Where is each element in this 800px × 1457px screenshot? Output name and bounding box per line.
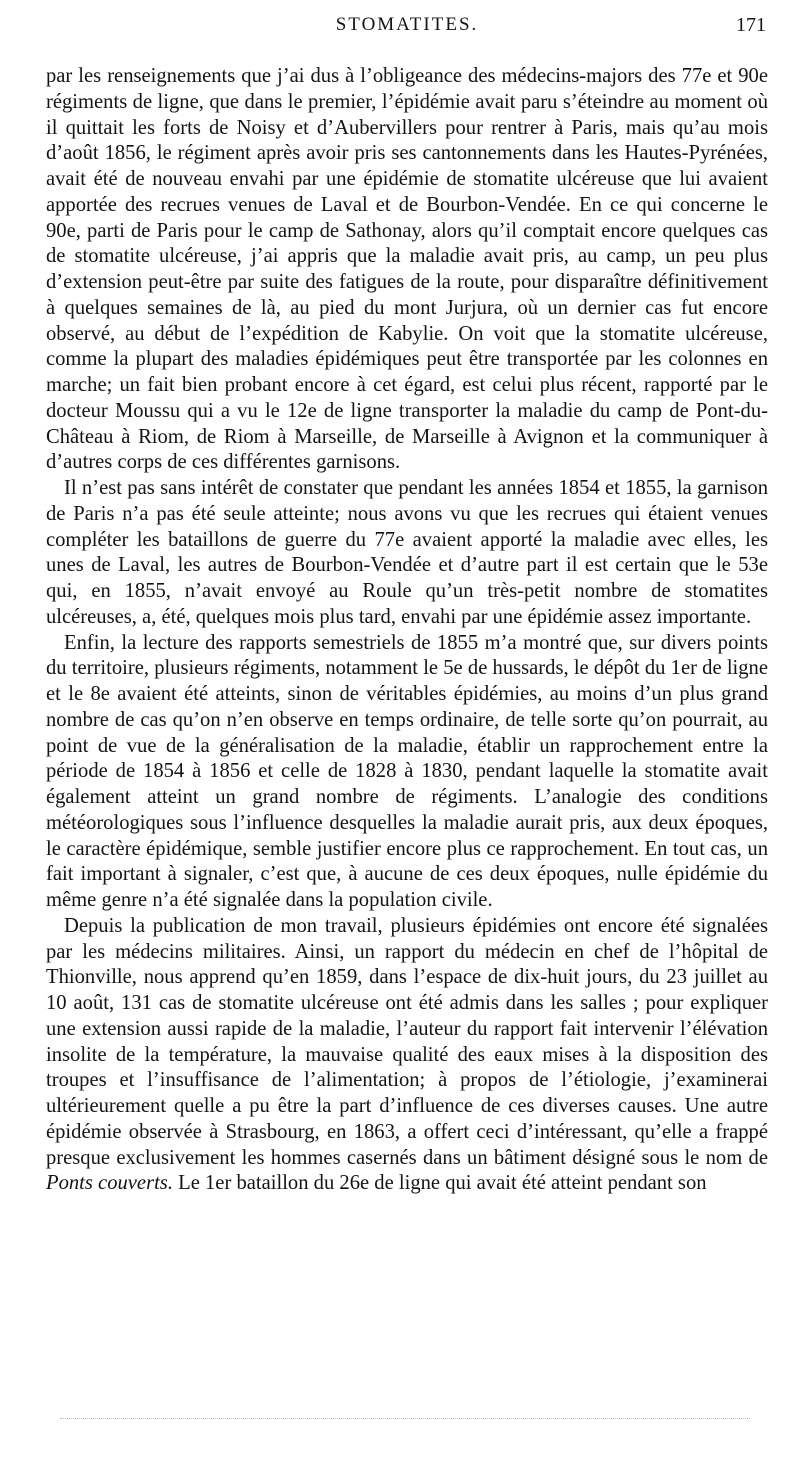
footer-rule: [60, 1418, 750, 1419]
paragraph-4-tail: Le 1er bataillon du 26e de ligne qui avait été atteint pendant son: [178, 1172, 707, 1195]
paragraph-4: [46, 914, 768, 1197]
paragraph-4-text: Depuis la publication de mon travail, plusieurs épidémies ont encore été signalées par les médecins militaires. Ainsi, un rapport du médecin en chef de l’hôpital de Thionville, nous apprend qu’en 1859, dans l’espace de dix-huit jours, du 23 juillet au 10 août, 131 cas de stomatite ulcéreuse ont été admis dans les salles ; pour expliquer une extension aussi rapide de la maladie, l’auteur du rapport fait intervenir l’élévation insolite de la température, la mauvaise qualité des eaux mises à la disposition des troupes et l’insuffisance de l’alimentation; à propos de l’étiologie, j’examinerai ultérieurement quelle a pu être la part d’influence de ces diverses causes. Une autre épidémie observée à Strasbourg, en 1863, a offert ceci d’intéressant, qu’elle a frappé presque exclusivement les hommes casernés dans un bâtiment désigné sous le nom de: [46, 914, 768, 1169]
body-text: [46, 64, 768, 1197]
paragraph-3: Enfin, la lecture des rapports semestriels de 1855 m’a montré que, sur divers points du territoire, plusieurs régiments, notamment le 5e de hussards, le dépôt du 1er de ligne et le 8e avaient été atteints, sinon de véritables épidémies, au moins d’un plus grand nombre de cas qu’on n’en observe en temps ordinaire, de telle sorte qu’on pourrait, au point de vue de la généralisation de la maladie, établir un rapprochement entre la période de 1854 à 1856 et celle de 1828 à 1830, pendant laquelle la stomatite avait également atteint un grand nombre de régiments. L’analogie des conditions météorologiques sous l’influence desquelles la maladie aurait pris, aux deux époques, le caractère épidémique, semble justifier encore plus ce rapprochement. En tout cas, un fait important à signaler, c’est que, à aucune de ces deux époques, nulle épidémie du même genre n’a été signalée dans la population civile.: [46, 631, 768, 911]
page-number: 171: [736, 14, 766, 36]
running-head: [46, 8, 768, 38]
paragraph-4-italic: Ponts couverts.: [46, 1172, 173, 1195]
paragraph-2: Il n’est pas sans intérêt de constater que pendant les années 1854 et 1855, la garnison de Paris n’a pas été seule atteinte; nous avons vu que les recrues qui étaient venues compléter les bataillons de guerre du 77e avaient apporté la maladie avec elles, les unes de Laval, les autres de Bourbon-Vendée et d’autre part il est certain que le 53e qui, en 1855, n’avait envoyé au Roule qu’un très-petit nombre de stomatites ulcéreuses, a, été, quelques mois plus tard, envahi par une épidémie assez importante.: [46, 477, 768, 628]
paragraph-1: par les renseignements que j’ai dus à l’obligeance des médecins-majors des 77e et 90e régiments de ligne, que dans le premier, l’épidémie avait paru s’éteindre au moment où il quittait les forts de Noisy et d’Aubervillers pour rentrer à Paris, mais qu’au mois d’août 1856, le régiment après avoir pris ses cantonnements dans les Hautes-Pyrénées, avait été de nouveau envahi par une épidémie de stomatite ulcéreuse que lui avaient apportée des recrues venues de Laval et de Bourbon-Vendée. En ce qui concerne le 90e, parti de Paris pour le camp de Sathonay, alors qu’il comptait encore quelques cas de stomatite ulcéreuse, j’ai appris que la maladie avait pris, au camp, un peu plus d’extension peut-être par suite des fatigues de la route, pour disparaître définitivement à quelques semaines de là, au pied du mont Jurjura, où un dernier cas fut encore observé, au début de l’expédition de Kabylie. On voit que la stomatite ulcéreuse, comme la plupart des maladies épidémiques peut être transportée par les colonnes en marche; un fait bien probant encore à cet égard, est celui plus récent, rapporté par le docteur Moussu qui a vu le 12e de ligne transporter la maladie du camp de Pont-du-Château à Riom, de Riom à Marseille, de Marseille à Avignon et la communiquer à d’autres corps de ces différentes garnisons.: [46, 65, 768, 474]
running-title: STOMATITES.: [335, 14, 479, 35]
